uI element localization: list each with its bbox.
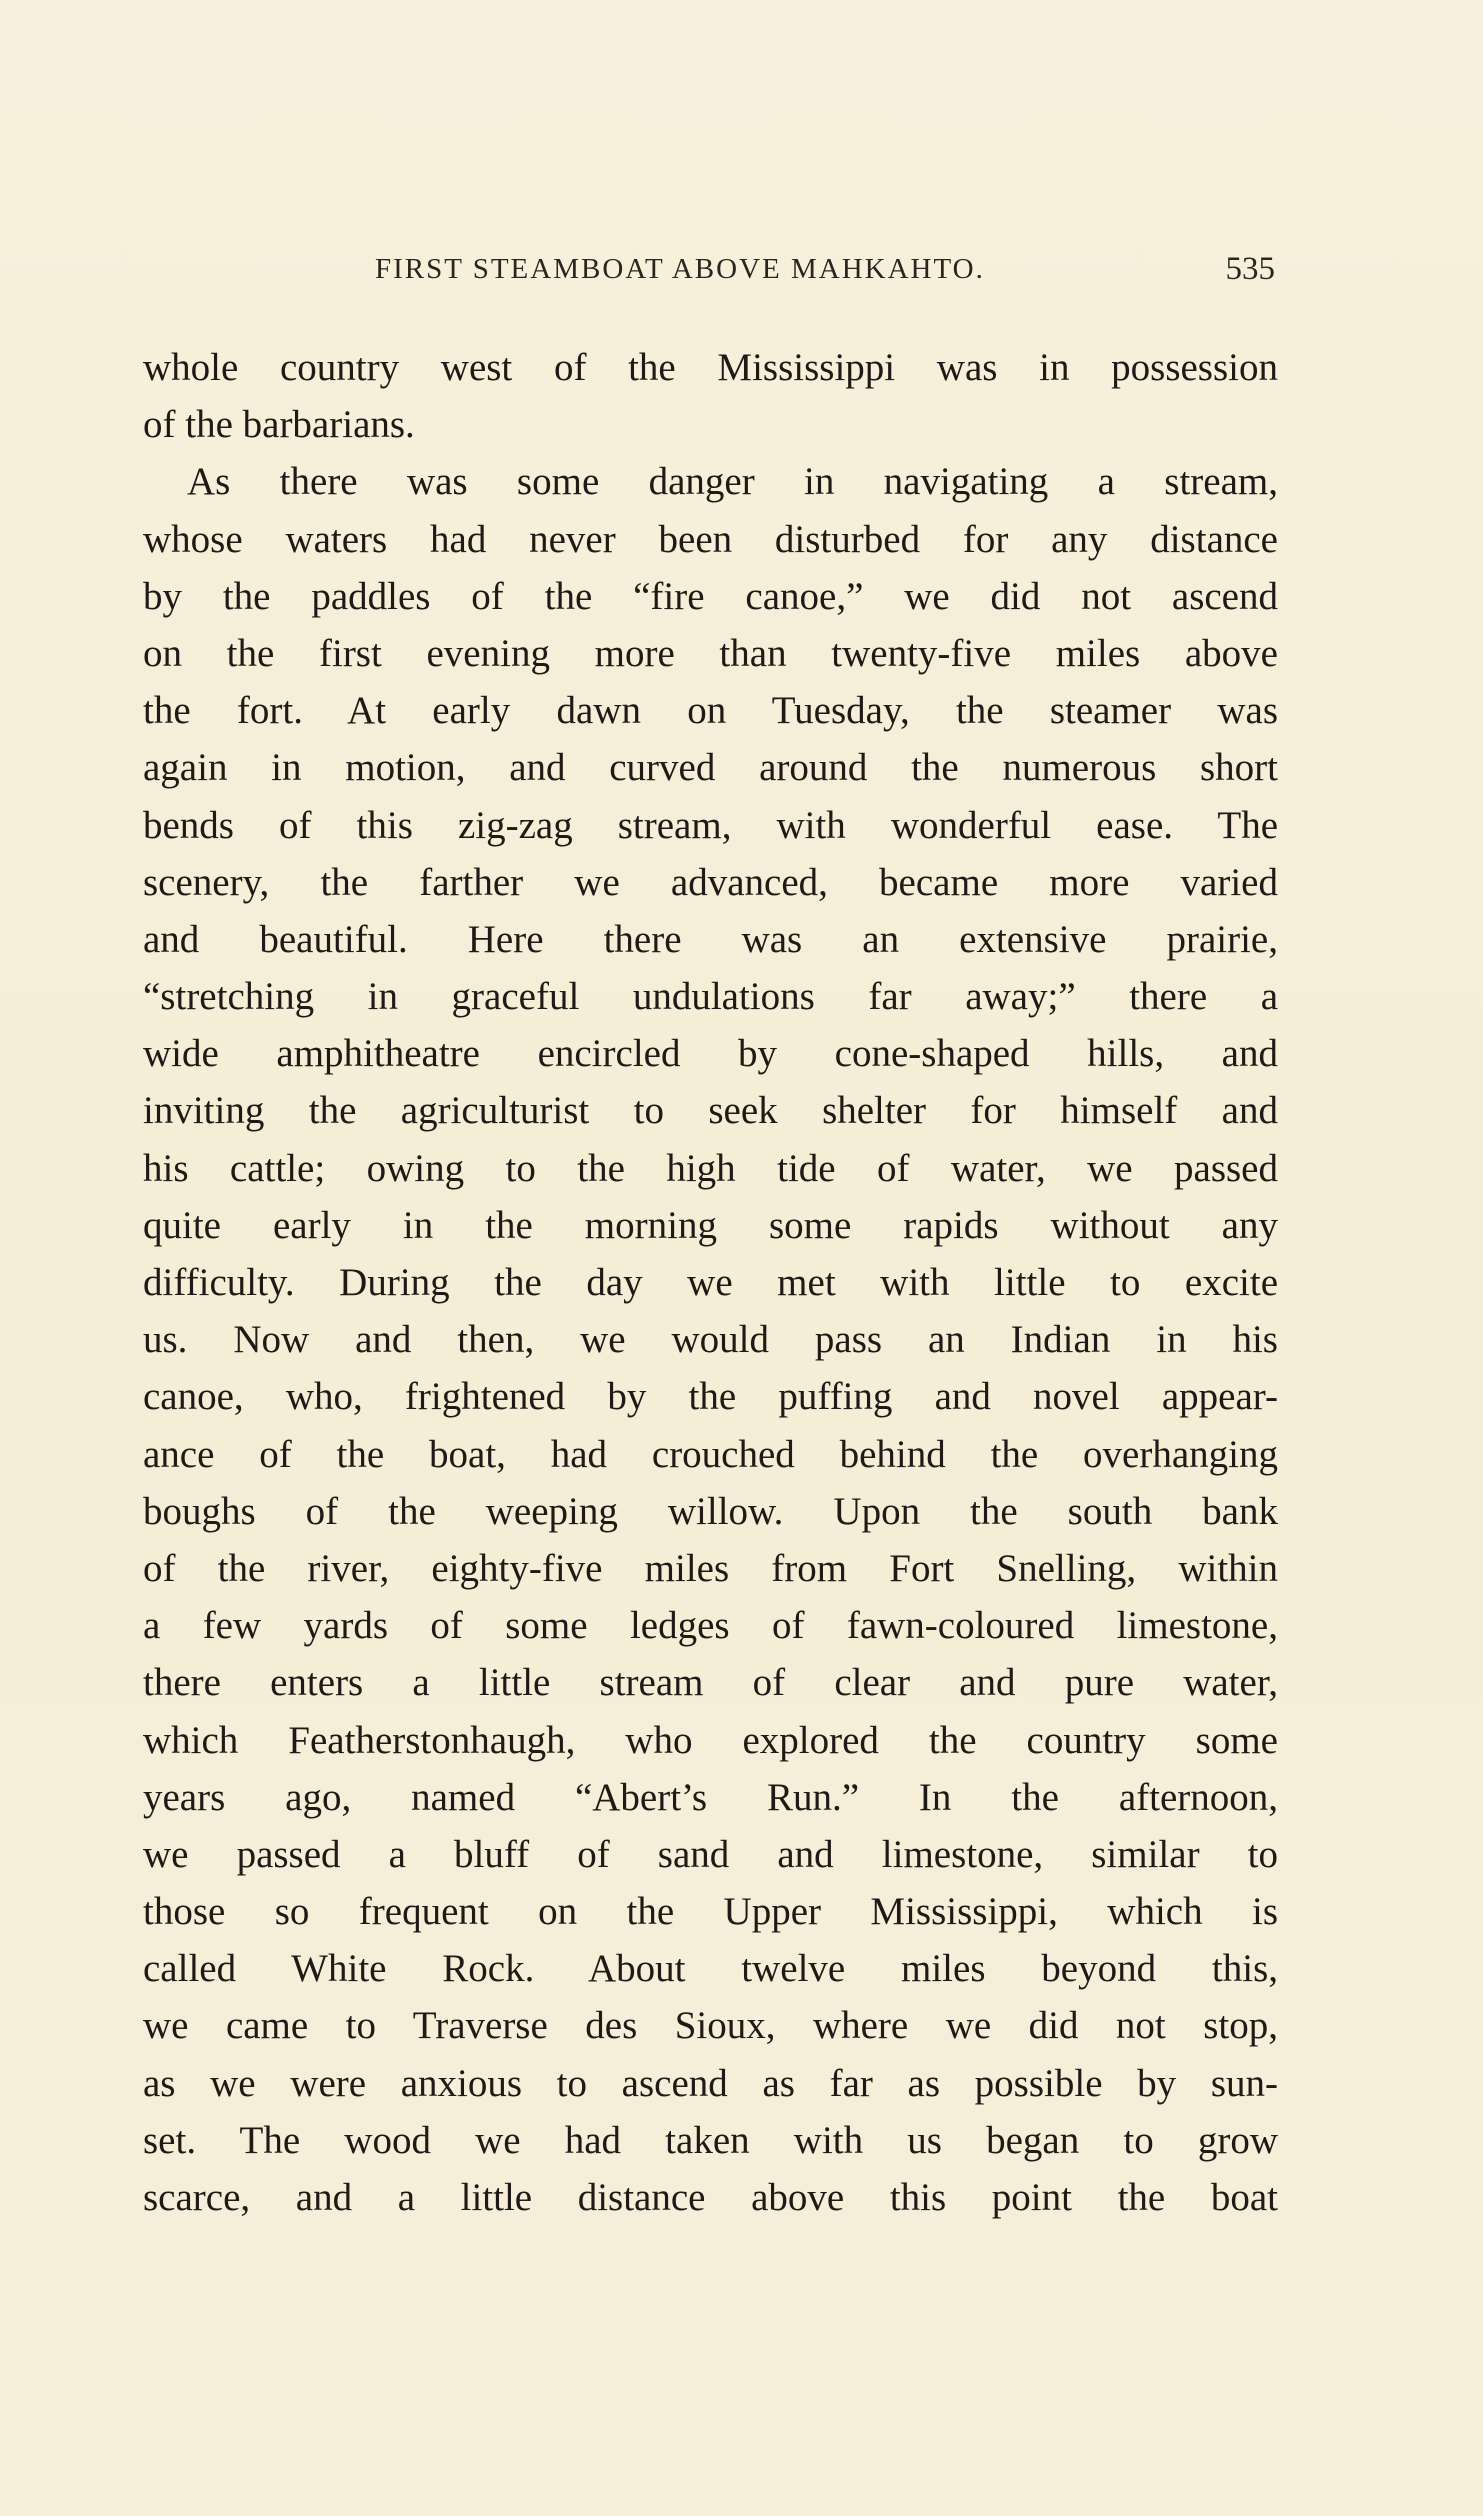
text-line: inviting the agriculturist to seek shelter for himself and	[143, 1089, 1278, 1133]
text-line: canoe, who, frightened by the puffing and novel appear-	[143, 1375, 1278, 1419]
text-line: we passed a bluff of sand and limestone, similar to	[143, 1832, 1278, 1876]
text-line: ance of the boat, had crouched behind the overhanging	[143, 1432, 1278, 1476]
text-line: quite early in the morning some rapids without any	[143, 1203, 1278, 1247]
text-line: scenery, the farther we advanced, became more varied	[143, 860, 1278, 904]
page-number: 535	[1225, 251, 1275, 287]
text-line: set. The wood we had taken with us began to grow	[143, 2118, 1278, 2162]
text-line: those so frequent on the Upper Mississippi, which is	[143, 1890, 1278, 1934]
text-line: called White Rock. About twelve miles beyond this,	[143, 1947, 1278, 1991]
text-line: his cattle; owing to the high tide of water, we passed	[143, 1146, 1278, 1190]
page-header	[145, 253, 1275, 297]
text-line: of the barbarians.	[143, 403, 415, 447]
text-line: there enters a little stream of clear and pure water,	[143, 1661, 1278, 1705]
text-line: scarce, and a little distance above this point the boat	[143, 2176, 1278, 2219]
text-line: as we were anxious to ascend as far as possible by sun-	[143, 2061, 1278, 2105]
text-line: years ago, named “Abert’s Run.” In the afternoon,	[143, 1775, 1278, 1819]
text-line: bends of this zig-zag stream, with wonderful ease. The	[143, 803, 1278, 847]
text-line: a few yards of some ledges of fawn-coloured limestone,	[143, 1604, 1278, 1648]
body-text	[143, 339, 1278, 2226]
text-line: of the river, eighty-five miles from Fort Snelling, within	[143, 1546, 1278, 1590]
text-line: As there was some danger in navigating a stream,	[187, 460, 1278, 504]
text-line: we came to Traverse des Sioux, where we did not stop,	[143, 2004, 1278, 2048]
text-line: wide amphitheatre encircled by cone-shaped hills, and	[143, 1032, 1278, 1076]
text-line: us. Now and then, we would pass an Indian in his	[143, 1318, 1278, 1362]
text-line: again in motion, and curved around the numerous short	[143, 746, 1278, 790]
text-line: “stretching in graceful undulations far away;” there a	[143, 975, 1278, 1019]
text-line: difficulty. During the day we met with little to excite	[143, 1261, 1278, 1304]
text-line: the fort. At early dawn on Tuesday, the steamer was	[143, 689, 1278, 733]
text-line: whole country west of the Mississippi was in possession	[143, 346, 1278, 389]
text-line: which Featherstonhaugh, who explored the country some	[143, 1718, 1278, 1762]
text-line: boughs of the weeping willow. Upon the south bank	[143, 1489, 1278, 1533]
text-line: by the paddles of the “fire canoe,” we did not ascend	[143, 574, 1278, 618]
text-line: whose waters had never been disturbed for any distance	[143, 517, 1278, 561]
text-line: on the first evening more than twenty-five miles above	[143, 631, 1278, 675]
running-title: FIRST STEAMBOAT ABOVE MAHKAHTO.	[375, 253, 985, 285]
text-line: and beautiful. Here there was an extensive prairie,	[143, 917, 1278, 961]
